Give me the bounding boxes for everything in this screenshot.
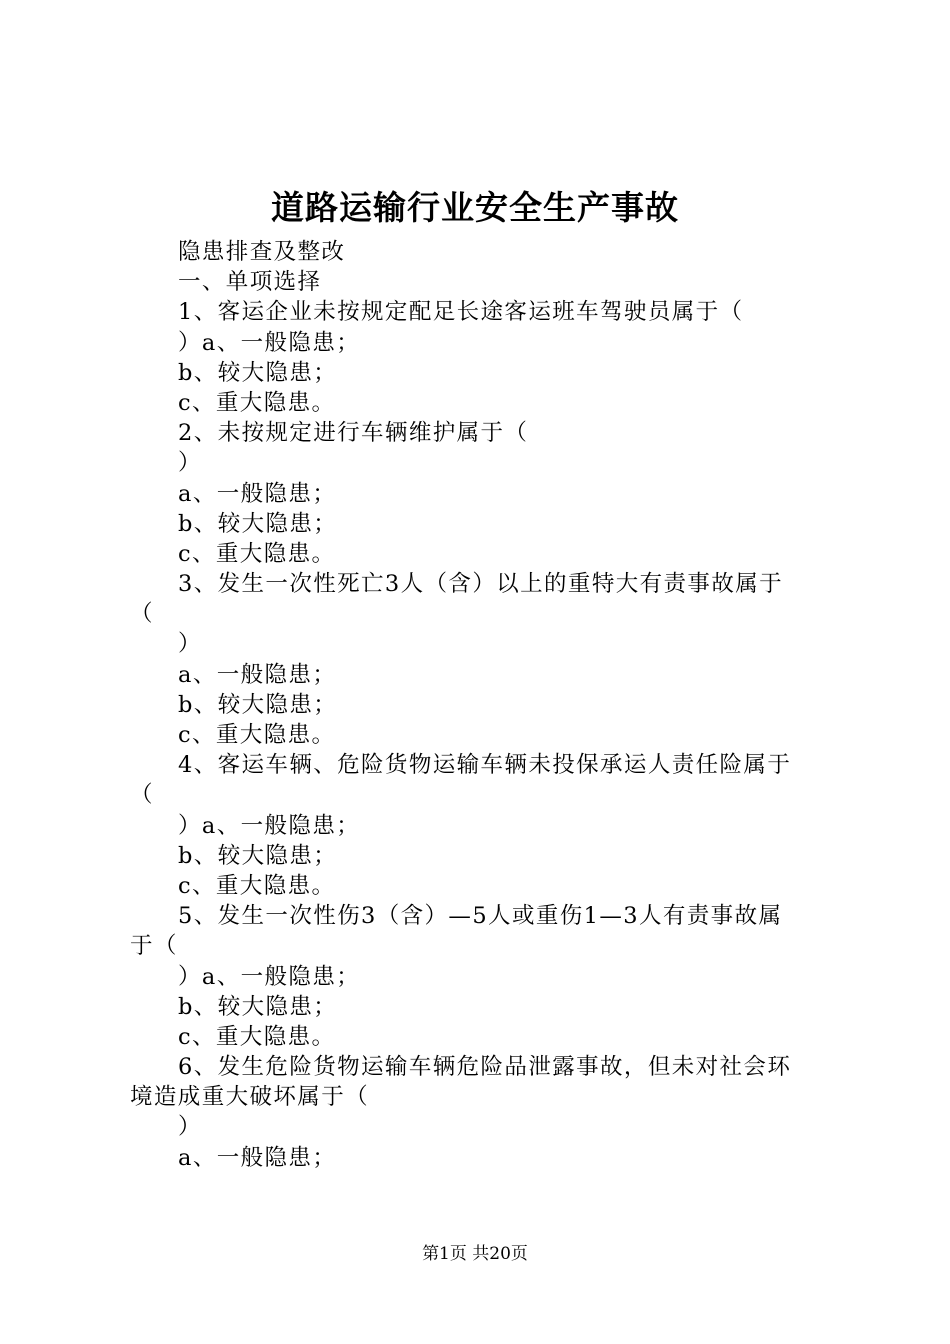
body-line: c、重大隐患。 [178,389,336,416]
body-line: ）a、一般隐患； [178,812,361,839]
page-footer: 第1页 共20页 [422,1244,528,1264]
body-line: 1、客运企业未按规定配足长途客运班车驾驶员属于（ [178,299,744,326]
body-line: b、较大隐患； [178,359,338,386]
body-line: c、重大隐患。 [178,540,336,567]
body-line: 境造成重大破坏属于（ [130,1084,370,1111]
body-line: 6、发生危险货物运输车辆危险品泄露事故，但未对社会环 [178,1054,792,1081]
body-line: b、较大隐患； [178,993,338,1020]
body-line: 3、发生一次性死亡3人（含）以上的重特大有责事故属于 [178,571,784,598]
body-line: b、较大隐患； [178,510,338,537]
body-line: a、一般隐患； [178,480,337,507]
body-line: （ [130,782,154,809]
body-line: 2、未按规定进行车辆维护属于（ [178,420,529,447]
body-line: ）a、一般隐患； [178,329,361,356]
body-line: c、重大隐患。 [178,872,336,899]
body-line: c、重大隐患。 [178,722,336,748]
body-line: ）a、一般隐患； [178,963,361,990]
document-body [130,237,830,1173]
body-line: a、一般隐患； [178,1144,337,1171]
body-line: 4、客运车辆、危险货物运输车辆未投保承运人责任险属于 [178,752,792,779]
body-line: ） [178,631,202,658]
body-line: 5、发生一次性伤3（含）—5人或重伤1—3人有责事故属 [178,903,783,930]
document-title: 道路运输行业安全生产事故 [271,188,679,227]
body-line: （ [130,601,154,628]
body-line: 隐患排查及整改 [178,239,346,265]
body-line: b、较大隐患； [178,691,338,718]
body-line: b、较大隐患； [178,842,338,869]
body-line: ） [178,1114,202,1141]
body-line: 于（ [130,933,178,960]
body-line: 一、单项选择 [178,269,322,296]
body-line: ） [178,450,202,477]
body-line: a、一般隐患； [178,661,337,688]
body-line: c、重大隐患。 [178,1023,336,1050]
